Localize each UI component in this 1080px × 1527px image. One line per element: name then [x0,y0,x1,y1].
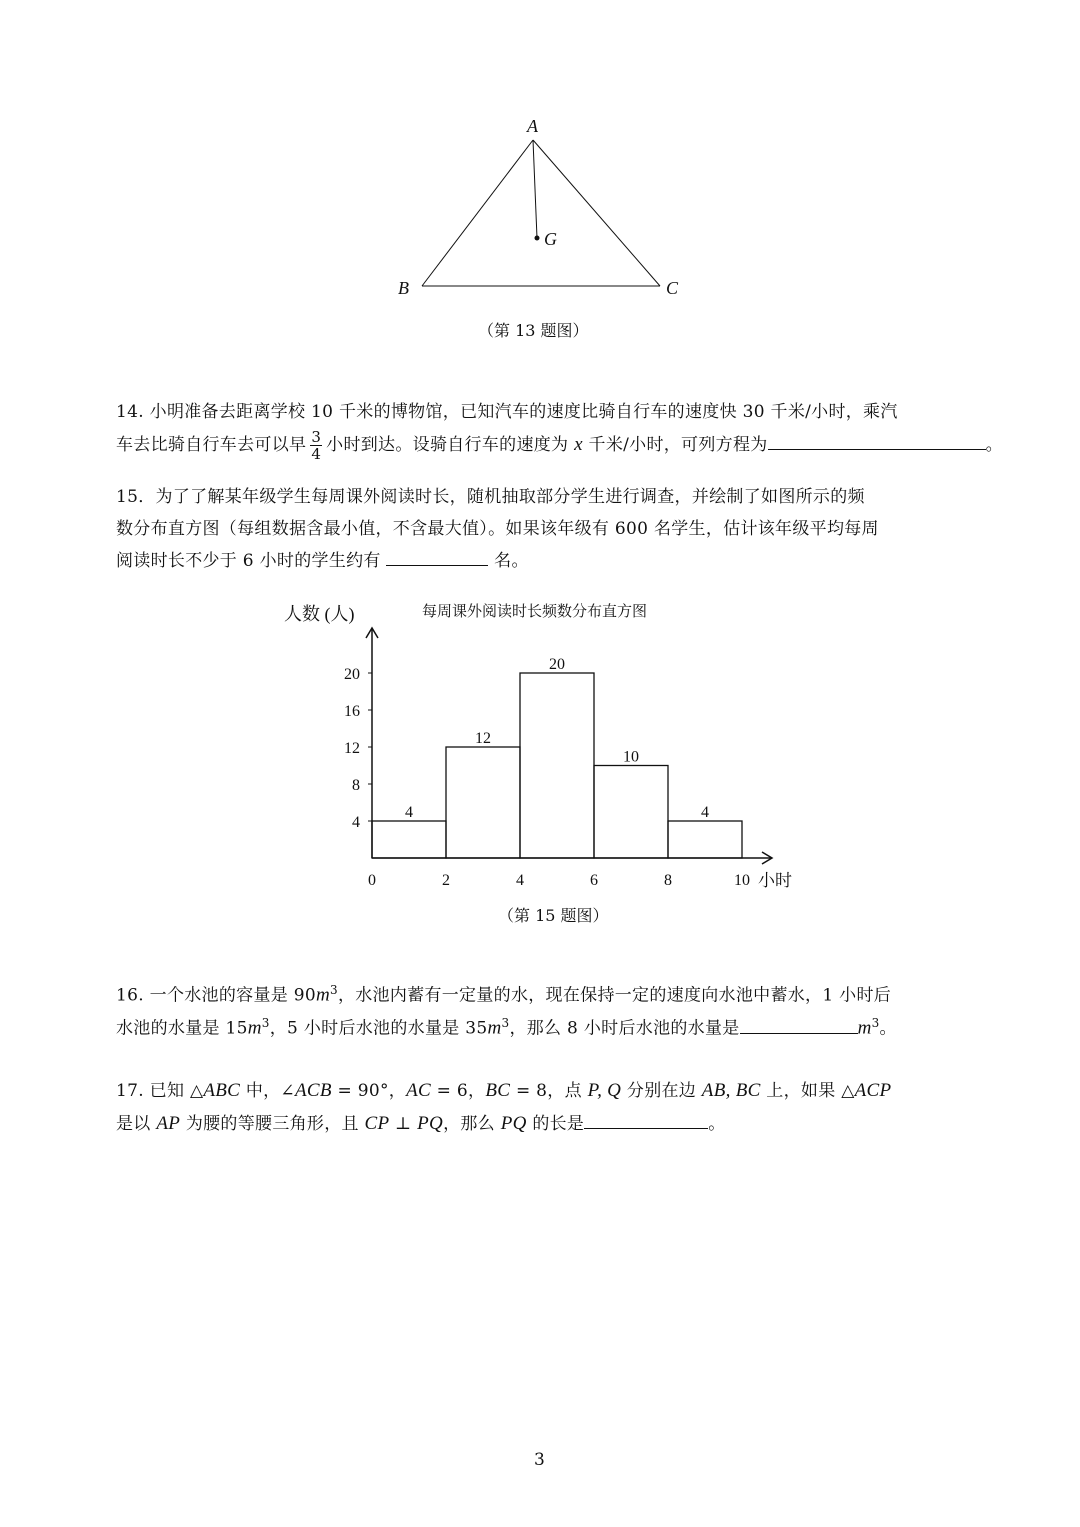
side-ab [422,140,533,286]
bar-value-label: 4 [405,804,413,821]
side-ac [533,140,660,286]
question-17-line-1: 17. 已知 △ABC 中，∠ACB = 90°，AC = 6，BC = 8，点 P, Q 分别在边 AB, BC 上，如果 △ACP [116,1080,892,1101]
fraction-three-quarters: $\frac{3}{4}$ [311,428,322,463]
answer-blank-14[interactable] [768,448,986,450]
label-c: C [666,278,679,298]
histogram-bar [594,766,668,859]
y-tick-label: 16 [344,703,360,720]
x-tick-label: 0 [368,872,376,889]
label-b: B [398,278,409,298]
histogram-bar [668,821,742,858]
question-16-line-1: 16. 一个水池的容量是 $90m^3$，水池内蓄有一定量的水，现在保持一定的速度向水池中蓄水，1 小时后 [116,983,892,1006]
x-tick-label: 4 [516,872,524,889]
figure-13-caption: （第 13 题图） [478,321,589,340]
question-14-line-2: 车去比骑自行车去可以早 $\frac{3}{4}$ 小时到达。设骑自行车的速度为 x 千米/小时，可列方程为 。 [116,428,1003,463]
figure-13-triangle [380,110,700,310]
chart-title: 每周课外阅读时长频数分布直方图 [422,604,648,620]
chart-ylabel: 人数 (人) [284,604,355,624]
page-number: 3 [534,1450,545,1470]
question-14-line-1: 14. 小明准备去距离学校 10 千米的博物馆，已知汽车的速度比骑自行车的速度快 30 千米/小时，乘汽 [116,402,898,422]
answer-blank-17[interactable] [584,1127,708,1129]
bar-value-label: 10 [623,748,639,766]
x-tick-label: 6 [590,872,598,889]
label-g: G [544,229,557,249]
answer-blank-16[interactable] [740,1032,858,1034]
y-tick-label: 12 [344,740,360,757]
question-16-line-2: 水池的水量是 $15m^3$，5 小时后水池的水量是 $35m^3$，那么 8 小时后水池的水量是 $m^3$。 [116,1016,897,1039]
y-tick-label: 8 [352,777,360,794]
question-15-line-2: 数分布直方图（每组数据含最小值，不含最大值）。如果该年级有 600 名学生，估计该年级平均每周 [116,519,879,539]
histogram-bar [446,747,520,858]
question-17-line-2: 是以 AP 为腰的等腰三角形，且 CP ⊥ PQ，那么 PQ 的长是 。 [116,1113,726,1134]
bar-value-label: 4 [701,804,709,821]
question-15-line-3: 阅读时长不少于 6 小时的学生约有 名。 [116,551,529,571]
chart-xlabel: 小时 [758,871,792,890]
histogram-bar [520,673,594,858]
label-a: A [527,116,538,136]
x-tick-label: 8 [664,872,672,889]
histogram-chart [270,590,830,900]
segment-ag [533,140,537,238]
answer-blank-15[interactable] [386,564,488,566]
question-15-line-1: 15．为了了解某年级学生每周课外阅读时长，随机抽取部分学生进行调查，并绘制了如图所示的频 [116,487,865,507]
x-tick-label: 10 [734,872,750,889]
x-tick-label: 2 [442,872,450,889]
y-tick-label: 4 [352,814,360,831]
point-g [535,236,540,241]
histogram-bar [372,821,446,858]
figure-15-caption: （第 15 题图） [498,906,609,925]
bar-value-label: 20 [549,656,565,673]
y-tick-label: 20 [344,666,360,683]
bar-value-label: 12 [475,730,491,747]
